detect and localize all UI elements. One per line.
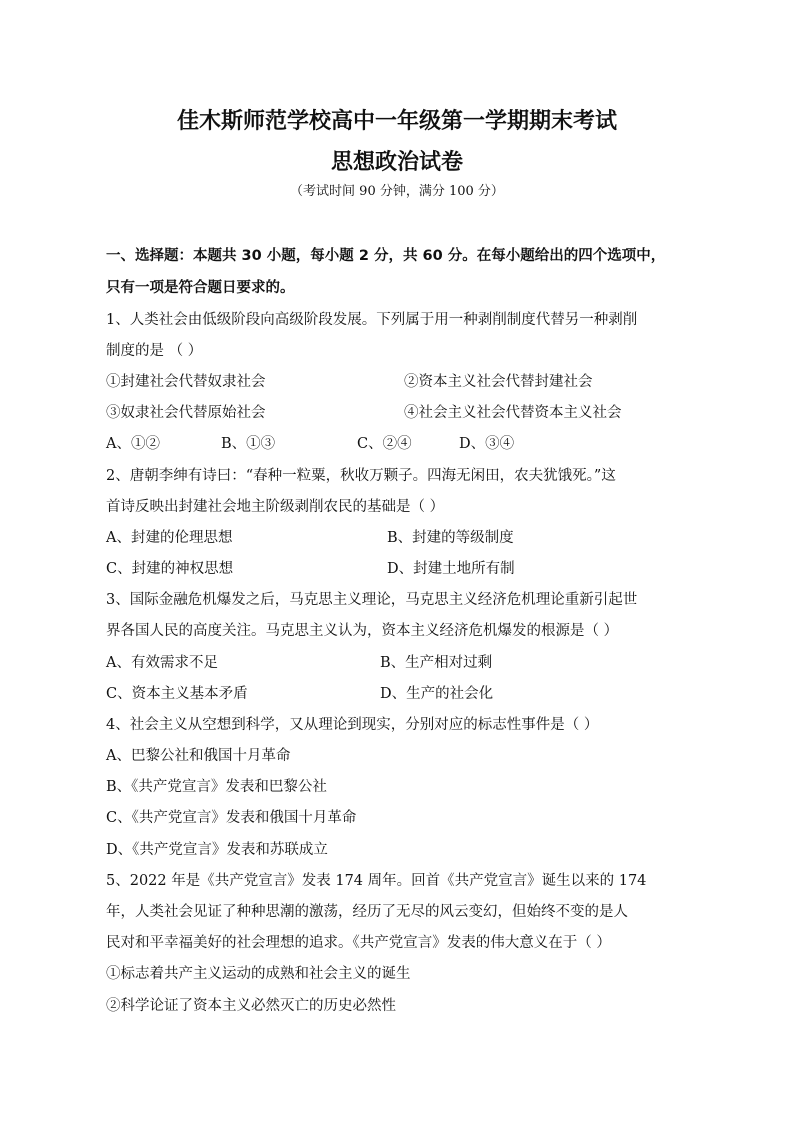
q3-option-b: B、生产相对过剩 [380, 655, 493, 671]
q3-option-d: D、生产的社会化 [380, 686, 494, 702]
q1-option-c: C、②④ [357, 436, 412, 452]
q4-stem-line1: 4、社会主义从空想到科学，又从理论到现实，分别对应的标志性事件是（ ） [106, 717, 599, 733]
q3-stem-line1: 3、国际金融危机爆发之后，马克思主义理论，马克思主义经济危机理论重新引起世 [106, 592, 638, 608]
q5-stem-line3: 民对和平幸福美好的社会理想的追求。《共产党宣言》发表的伟大意义在于（ ） [106, 935, 611, 951]
q4-option-a: A、巴黎公社和俄国十月革命 [106, 748, 291, 764]
q2-option-b: B、封建的等级制度 [387, 530, 514, 546]
exam-subject-title: 思想政治试卷 [330, 150, 463, 175]
q1-statement-2: ②资本主义社会代替封建社会 [404, 374, 593, 390]
q5-stem-line1: 5、2022 年是《共产党宣言》发表 174 周年。回首《共产党宣言》诞生以来的 174 [106, 873, 647, 889]
q1-statement-3: ③奴隶社会代替原始社会 [106, 405, 266, 421]
q1-stem-line1: 1、人类社会由低级阶段向高级阶段发展。下列属于用一种剥削制度代替另一种剥削 [106, 312, 638, 328]
q2-option-c: C、封建的神权思想 [106, 561, 234, 577]
q2-stem-line2: 首诗反映出封建社会地主阶级剥削农民的基础是（ ） [106, 499, 445, 515]
q1-statement-4: ④社会主义社会代替资本主义社会 [404, 405, 622, 421]
q1-option-d: D、③④ [459, 436, 515, 452]
q3-option-a: A、有效需求不足 [106, 655, 218, 671]
q2-option-a: A、封建的伦理思想 [106, 530, 233, 546]
q2-stem-line1: 2、唐朝李绅有诗曰：“春种一粒粟，秋收万颗子。四海无闲田，农夫犹饿死。”这 [106, 468, 616, 484]
section-heading-line1: 一、选择题：本题共 30 小题，每小题 2 分，共 60 分。在每小题给出的四个选项中， [106, 248, 666, 264]
q5-statement-2: ②科学论证了资本主义必然灭亡的历史必然性 [106, 998, 396, 1014]
q5-stem-line2: 年，人类社会见证了种种思潮的激荡，经历了无尽的风云变幻，但始终不变的是人 [106, 904, 628, 920]
q1-option-a: A、①② [106, 436, 160, 452]
q3-stem-line2: 界各国人民的高度关注。马克思主义认为，资本主义经济危机爆发的根源是（ ） [106, 623, 619, 639]
q4-option-d: D、《共产党宣言》发表和苏联成立 [106, 842, 328, 858]
q1-option-b: B、①③ [221, 436, 276, 452]
section-heading-line2: 只有一项是符合题日要求的。 [106, 280, 295, 296]
q4-option-c: C、《共产党宣言》发表和俄国十月革命 [106, 810, 357, 826]
q3-option-c: C、资本主义基本矛盾 [106, 686, 248, 702]
q1-stem-line2: 制度的是 （ ） [106, 343, 203, 359]
q2-option-d: D、封建土地所有制 [387, 561, 515, 577]
exam-info: （考试时间 90 分钟，满分 100 分） [290, 184, 504, 199]
q1-statement-1: ①封建社会代替奴隶社会 [106, 374, 266, 390]
q4-option-b: B、《共产党宣言》发表和巴黎公社 [106, 779, 327, 795]
q5-statement-1: ①标志着共产主义运动的成熟和社会主义的诞生 [106, 966, 411, 982]
exam-title: 佳木斯师范学校高中一年级第一学期期末考试 [176, 109, 617, 134]
